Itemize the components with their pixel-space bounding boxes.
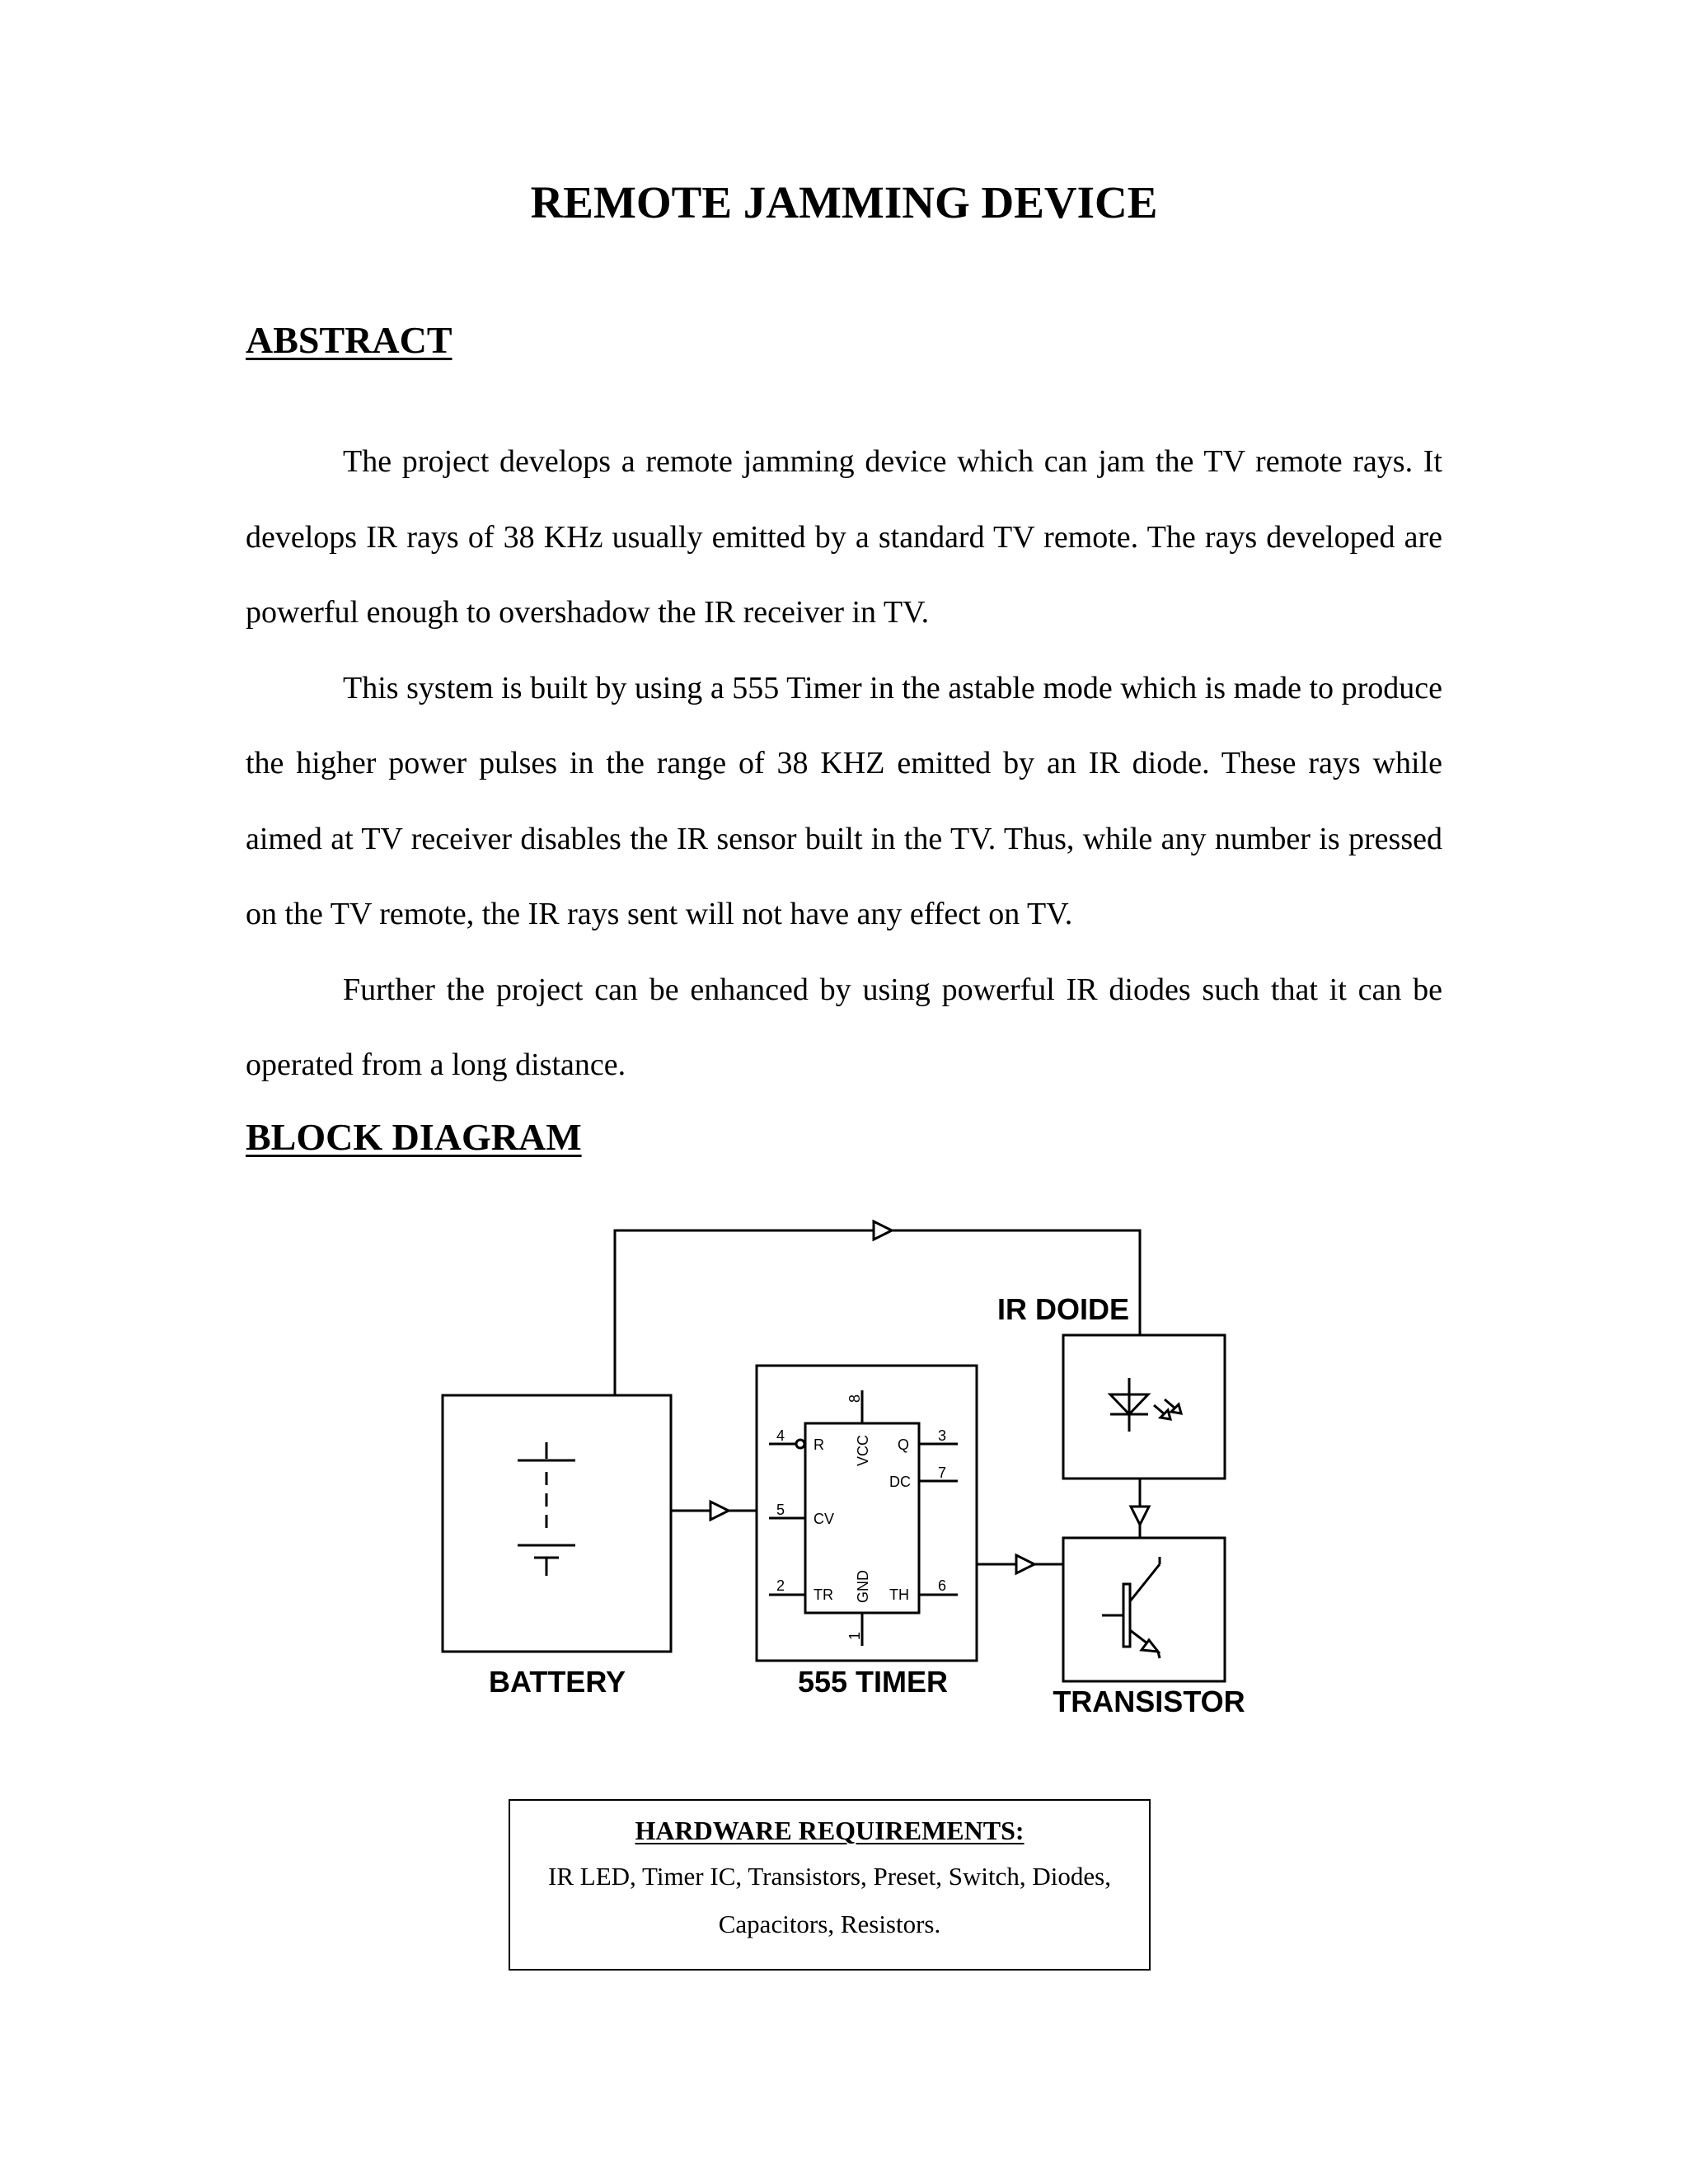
- ir-diode-label: IR DOIDE: [996, 1292, 1130, 1326]
- pin-label-q: Q: [898, 1436, 910, 1453]
- hardware-requirements-title: HARDWARE REQUIREMENTS:: [635, 1816, 1025, 1845]
- pin-label-tr: TR: [814, 1586, 833, 1603]
- wire-arrow-icon: [874, 1221, 892, 1240]
- pin-label-cv: CV: [814, 1511, 835, 1527]
- battery-label: BATTERY: [489, 1665, 626, 1699]
- pin-label-vcc: VCC: [855, 1434, 871, 1467]
- transistor-block: [1063, 1538, 1225, 1681]
- hardware-requirements-box: [509, 1799, 1151, 1971]
- document-title: REMOTE JAMMING DEVICE: [530, 177, 1158, 227]
- pin-number: 3: [938, 1427, 947, 1444]
- pin-number: 8: [846, 1394, 863, 1404]
- pin-label-th: TH: [889, 1586, 909, 1603]
- wire-arrow-icon: [1016, 1555, 1034, 1573]
- pin-number: 6: [938, 1577, 947, 1594]
- hardware-requirements-text: IR LED, Timer IC, Transistors, Preset, Switch, Diodes, Capacitors, Resistors.: [548, 1862, 1111, 1938]
- battery-block: [443, 1395, 671, 1652]
- block-diagram-heading: BLOCK DIAGRAM: [246, 1116, 582, 1158]
- pin-number: 4: [776, 1427, 785, 1444]
- transistor-icon: [1102, 1557, 1160, 1658]
- ir-led-icon: [1110, 1378, 1181, 1432]
- pin-label-gnd: GND: [855, 1570, 871, 1603]
- wire-arrow-icon: [710, 1502, 729, 1520]
- pin-number: 1: [846, 1631, 863, 1641]
- transistor-label: TRANSISTOR: [1053, 1685, 1245, 1718]
- pin-number: 5: [776, 1502, 785, 1518]
- timer-label: 555 TIMER: [797, 1665, 949, 1699]
- pin-label-r: R: [814, 1436, 824, 1453]
- abstract-paragraph: This system is built by using a 555 Timer in the astable mode which is made to produce the higher power pulses in the range of 38 KHZ emitted by an IR diode. These rays while aimed at TV receiver disables the IR sensor built in the TV. Thus, while any number is pressed on the TV remote, the IR rays sent will not have any effect on TV.: [246, 670, 1442, 931]
- timer-block: [757, 1366, 977, 1661]
- pin-number: 2: [776, 1577, 785, 1594]
- wire-arrow-icon: [1131, 1507, 1149, 1525]
- abstract-paragraph: Further the project can be enhanced by using powerful IR diodes such that it can be operated from a long distance.: [246, 972, 1442, 1082]
- pin-number: 7: [938, 1465, 947, 1481]
- ir-diode-block: [1063, 1335, 1225, 1479]
- pin-label-dc: DC: [889, 1474, 911, 1490]
- abstract-paragraph: The project develops a remote jamming device which can jam the TV remote rays. It develops IR rays of 38 KHz usually emitted by a standard TV remote. The rays developed are powerful enough to overshadow the IR receiver in TV.: [246, 444, 1442, 630]
- reset-inversion-icon: [796, 1440, 804, 1448]
- battery-symbol-icon: [518, 1442, 575, 1576]
- abstract-heading: ABSTRACT: [246, 319, 452, 361]
